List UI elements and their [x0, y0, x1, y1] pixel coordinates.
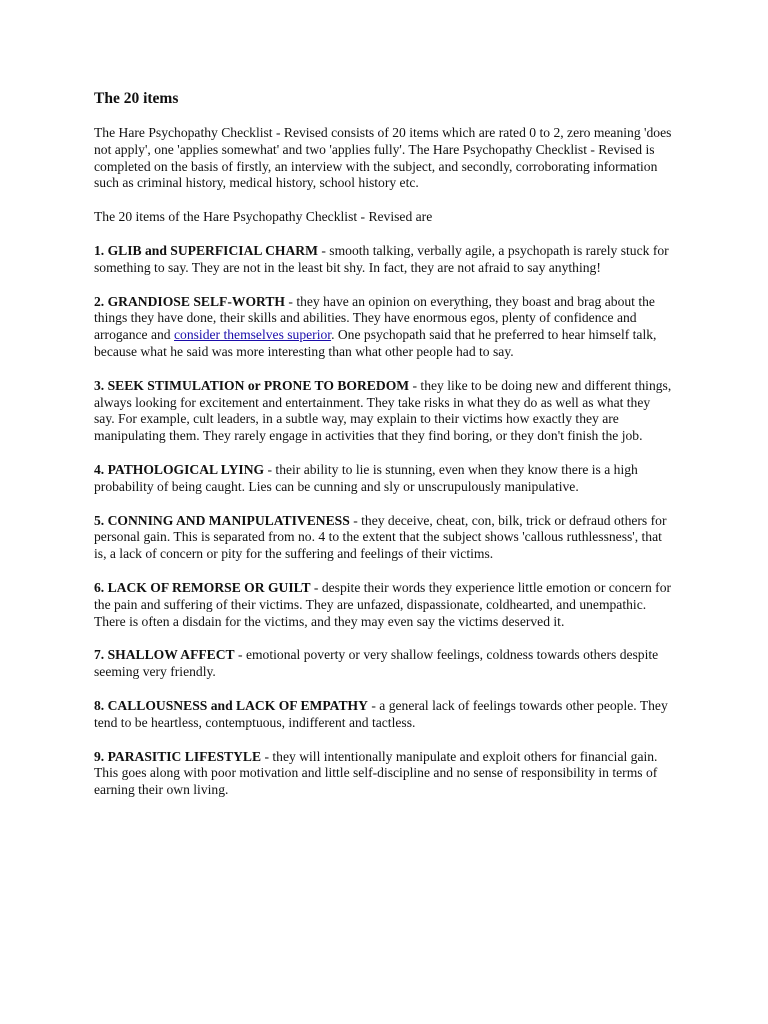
item-title: 3. SEEK STIMULATION or PRONE TO BOREDOM: [94, 377, 410, 393]
checklist-item-2: [94, 294, 674, 361]
item-text: - their ability to lie is stunning, even when they know there is a high probability of being caught. Lies can be cunning and sly or unscrupulously manipulative.: [94, 461, 638, 494]
item-text: - they like to be doing new and different things, always looking for excitement and entertainment. They take risks in what they do as well as what they say. For example, cult leaders, in a subtle way, may explain to their victims how exactly they are manipulating them. They rarely engage in activities that they find boring, or they don't finish the job.: [94, 377, 672, 444]
checklist-item-5: [94, 513, 674, 563]
intro-paragraph: The Hare Psychopathy Checklist - Revised consists of 20 items which are rated 0 to 2, zero meaning 'does not apply', one 'applies somewhat' and two 'applies fully'. The Hare Psychopathy Checklist - Revised is completed on the basis of firstly, an interview with the subject, and secondly, corroborating information such as criminal history, medical history, school history etc.: [94, 125, 672, 191]
item-text: - emotional poverty or very shallow feelings, coldness towards others despite seeming very friendly.: [94, 647, 659, 680]
checklist-item-3: [94, 378, 674, 445]
item-title: 4. PATHOLOGICAL LYING: [94, 461, 265, 477]
checklist-item-4: [94, 462, 674, 496]
item-text: - despite their words they experience little emotion or concern for the pain and suffering of their victims. They are unfazed, dispassionate, coldhearted, and unempathic. There is often a disdain for the victims, and they may even say the victims deserved it.: [94, 579, 672, 629]
lead-in-paragraph: The 20 items of the Hare Psychopathy Checklist - Revised are: [94, 209, 433, 225]
document-page: [94, 89, 674, 816]
checklist-item-1: [94, 243, 674, 277]
item-title: 8. CALLOUSNESS and LACK OF EMPATHY: [94, 697, 368, 713]
page-heading: The 20 items: [94, 90, 179, 107]
item-text: - a general lack of feelings towards other people. They tend to be heartless, contemptuous, indifferent and tactless.: [94, 697, 668, 730]
checklist-item-8: [94, 698, 674, 732]
item-title: 2. GRANDIOSE SELF-WORTH: [94, 293, 285, 309]
item-text-after: . One psychopath said that he preferred to hear himself talk, because what he said was more interesting than what other people had to say.: [94, 327, 657, 359]
item-text: - smooth talking, verbally agile, a psychopath is rarely stuck for something to say. They are not in the least bit shy. In fact, they are not afraid to say anything!: [94, 242, 669, 275]
checklist-item-6: [94, 580, 674, 630]
item-title: 7. SHALLOW AFFECT: [94, 647, 235, 663]
item-title: 1. GLIB and SUPERFICIAL CHARM: [94, 242, 318, 258]
item-text: - they will intentionally manipulate and exploit others for financial gain. This goes along with poor motivation and little self-discipline and no sense of responsibility in terms of earning their own living.: [94, 748, 658, 798]
item-text: - they deceive, cheat, con, bilk, trick or defraud others for personal gain. This is separated from no. 4 to the extent that the subject shows 'callous ruthlessness', that is, a lack of concern or pity for the suffering and feelings of their victims.: [94, 512, 667, 562]
consider-themselves-superior-link[interactable]: consider themselves superior: [174, 327, 332, 343]
checklist-item-9: [94, 749, 674, 799]
item-text: - they have an opinion on everything, they boast and brag about the things they have done, their skills and abilities. They have enormous egos, plenty of confidence and arrogance and: [94, 293, 655, 343]
checklist-item-7: [94, 647, 674, 681]
item-title: 9. PARASITIC LIFESTYLE: [94, 748, 262, 764]
item-title: 6. LACK OF REMORSE OR GUILT: [94, 579, 311, 595]
item-title: 5. CONNING AND MANIPULATIVENESS: [94, 512, 350, 528]
